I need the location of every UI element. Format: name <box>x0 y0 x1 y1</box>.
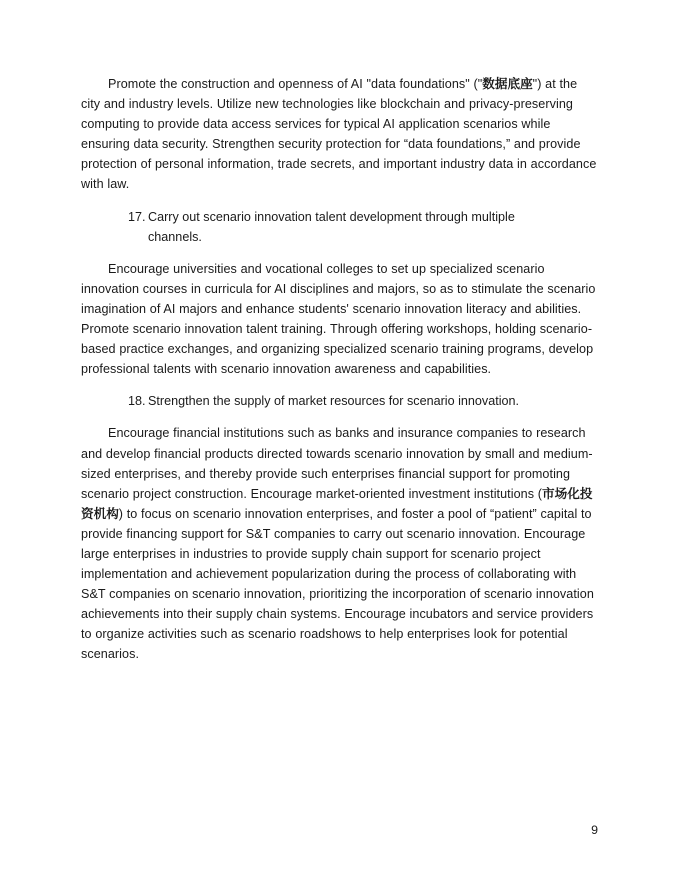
text-run: Encourage financial institutions such as banks and insurance companies to research and develop financial products directed towards scenario innovation by small and medium-sized enterprises, and thereby provide such enterprises financial support for promoting scenario project construction. Encourage market-oriented investment institutions ( <box>81 426 593 501</box>
cjk-term: 数据底座 <box>482 76 533 91</box>
list-number: 17. <box>128 209 146 224</box>
document-body <box>81 74 598 665</box>
paragraph-talent-development <box>81 259 598 380</box>
page-number: 9 <box>591 823 598 837</box>
text-run: ) to focus on scenario innovation enterprises, and foster a pool of “patient” capital to provide financing support for S&T companies to carry out scenario innovation. Encourage large enterprises in industries to provide supply chain support for scenario project implementation and achievement popularization during the process of collaborating with S&T companies on scenario innovation, prioritizing the incorporation of scenario innovation achievements into their supply chain systems. Encourage incubators and service providers to organize activities such as scenario roadshows to help enterprises look for potential scenarios. <box>81 506 594 662</box>
text-run: Encourage universities and vocational colleges to set up specialized scenario innovation courses in curricula for AI disciplines and majors, so as to stimulate the scenario imagination of AI majors and enhance students' scenario innovation literacy and abilities. Promote scenario innovation talent training. Through offering workshops, holding scenario-based practice exchanges, and organizing specialized scenario training programs, develop professional talents with scenario innovation awareness and capabilities. <box>81 261 596 377</box>
text-run: Promote the construction and openness of AI "data foundations" (" <box>108 77 483 91</box>
numbered-item-17 <box>81 207 598 247</box>
list-item-text: Strengthen the supply of market resources for scenario innovation. <box>148 394 520 409</box>
paragraph-market-resources <box>81 423 598 664</box>
text-run: ") at the city and industry levels. Utilize new technologies like blockchain and privacy-preserving computing to provide data access services for typical AI application scenarios while ensuring data security. Strengthen security protection for “data foundations,” and provide protection of personal information, trade secrets, and important industry data in accordance with law. <box>81 77 597 192</box>
cjk-term: 市场化投资机构 <box>81 485 593 521</box>
list-item-text: Carry out scenario innovation talent development through multiple channels. <box>148 209 515 244</box>
list-number: 18. <box>128 394 146 409</box>
numbered-item-18 <box>81 391 598 411</box>
paragraph-data-foundations <box>81 74 598 195</box>
